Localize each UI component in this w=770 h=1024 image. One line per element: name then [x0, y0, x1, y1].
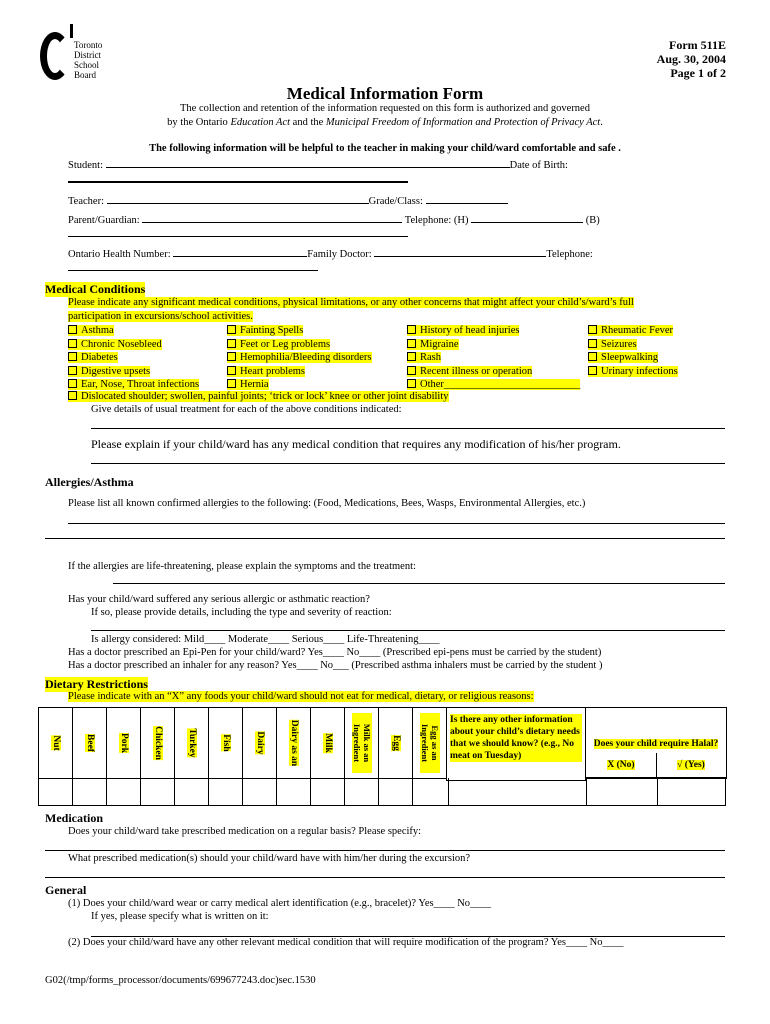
parent-field[interactable]	[68, 212, 600, 226]
footer-path: G02(/tmp/forms_processor/documents/699677243.doc)sec.1530	[45, 975, 316, 986]
intro-line-2	[0, 117, 770, 128]
telephone-line[interactable]	[68, 270, 318, 271]
health-field[interactable]	[68, 246, 593, 260]
medical-instructions-1: Please indicate any significant medical conditions, physical limitations, or any other concerns that might affect your child’s/ward’s full	[68, 297, 634, 308]
halal-question: Does your child require Halal?	[593, 738, 719, 749]
condition-label: Chronic Nosebleed	[81, 338, 162, 350]
condition-item[interactable]	[407, 338, 580, 352]
serious-reaction-prompt: Has your child/ward suffered any serious allergic or asthmatic reaction?	[68, 594, 370, 605]
checkbox-icon[interactable]	[68, 339, 77, 348]
food-header	[311, 708, 345, 779]
food-header	[379, 708, 413, 779]
condition-label: History of head injuries	[420, 325, 520, 336]
condition-item[interactable]	[407, 365, 580, 379]
health-label: Ontario Health Number:	[68, 249, 174, 260]
treatment-prompt: Give details of usual treatment for each of the above conditions indicated:	[91, 404, 402, 415]
checkbox-icon[interactable]	[68, 391, 77, 400]
checkbox-icon[interactable]	[588, 325, 597, 334]
conditions-col-3	[407, 324, 580, 392]
checkbox-icon[interactable]	[227, 325, 236, 334]
food-header	[345, 708, 379, 779]
food-label: Nut	[50, 735, 61, 751]
doctor-label: Family Doctor:	[307, 249, 375, 260]
parent-line-2[interactable]	[68, 236, 408, 237]
life-threatening-line[interactable]	[113, 583, 725, 584]
checkbox-icon[interactable]	[588, 366, 597, 375]
medication-line[interactable]	[45, 877, 725, 878]
checkbox-icon[interactable]	[407, 366, 416, 375]
food-label: Milk as an Ingredient	[352, 713, 372, 773]
food-label: Turkey	[186, 728, 197, 758]
food-label: Beef	[84, 734, 95, 752]
condition-item[interactable]	[407, 378, 580, 392]
medication-q1: Does your child/ward take prescribed medication on a regular basis? Please specify:	[68, 826, 422, 837]
general-q2[interactable]: (2) Does your child/ward have any other relevant medical condition that will require modification of the program? Yes____ No____	[68, 937, 624, 948]
checkbox-icon[interactable]	[227, 339, 236, 348]
checkbox-icon[interactable]	[227, 352, 236, 361]
checkbox-icon[interactable]	[227, 379, 236, 388]
checkbox-icon[interactable]	[68, 352, 77, 361]
teacher-label: Teacher:	[68, 196, 107, 207]
condition-item[interactable]	[227, 351, 372, 365]
conditions-col-4	[588, 324, 678, 378]
other-dietary-cell[interactable]	[447, 708, 586, 781]
checkbox-icon[interactable]	[588, 352, 597, 361]
halal-no-cell[interactable]	[585, 753, 657, 778]
condition-label: Urinary infections	[601, 365, 678, 377]
food-header	[39, 708, 73, 779]
food-header	[175, 708, 209, 779]
logo-stem-icon	[70, 24, 73, 38]
medication-line[interactable]	[45, 850, 725, 851]
conditions-col-1	[68, 324, 199, 392]
condition-label: Seizures	[601, 338, 637, 350]
halal-no-label: X (No)	[607, 760, 635, 770]
checkbox-icon[interactable]	[407, 339, 416, 348]
inhaler-question[interactable]: Has a doctor prescribed an inhaler for any reason? Yes____ No___ (Prescribed asthma inhalers must be carried by the student )	[68, 660, 603, 671]
condition-item[interactable]	[227, 338, 372, 352]
student-field[interactable]	[68, 157, 568, 171]
telephone-h-label: Telephone: (H)	[402, 215, 472, 226]
medical-heading: Medical Conditions	[45, 282, 146, 296]
food-label: Fish	[220, 734, 231, 752]
condition-item[interactable]	[588, 351, 678, 365]
treatment-line[interactable]	[91, 428, 725, 429]
condition-label: Rash	[420, 352, 441, 363]
life-threatening-prompt: If the allergies are life-threatening, please explain the symptoms and the treatment:	[68, 561, 416, 572]
food-label: Pork	[118, 732, 129, 754]
food-label: Dairy	[254, 731, 265, 755]
intro-text: by the Ontario	[167, 117, 231, 128]
modification-line[interactable]	[91, 463, 725, 464]
modification-prompt: Please explain if your child/ward has any medical condition that requires any modification of his/her program.	[91, 437, 621, 451]
logo-line: School	[74, 60, 100, 70]
condition-label: Fainting Spells	[240, 325, 304, 336]
condition-label: Digestive upsets	[81, 365, 151, 377]
condition-label: Dislocated shoulder; swollen, painful joints; ‘trick or lock’ knee or other joint disability	[81, 391, 449, 402]
allergy-severity[interactable]: Is allergy considered: Mild____ Moderate____ Serious____ Life-Threatening____	[91, 634, 440, 645]
medication-heading: Medication	[45, 811, 103, 825]
condition-item[interactable]	[68, 338, 199, 352]
logo-line: Board	[74, 70, 96, 80]
intro-text: and the	[290, 117, 326, 128]
condition-label: Hernia	[240, 379, 269, 390]
checkbox-icon[interactable]	[68, 366, 77, 375]
dob-line[interactable]	[68, 181, 408, 183]
condition-label: Rheumatic Fever	[601, 325, 674, 336]
food-label: Dairy as an	[288, 719, 299, 767]
form-info	[657, 38, 726, 80]
reaction-details-line[interactable]	[91, 630, 725, 631]
food-header	[413, 708, 447, 779]
allergies-line[interactable]	[68, 523, 725, 524]
logo-apple-icon	[40, 32, 70, 80]
halal-yes-cell[interactable]	[656, 753, 727, 778]
condition-item[interactable]	[588, 324, 678, 338]
page-title: Medical Information Form	[286, 84, 484, 103]
condition-label: Feet or Leg problems	[240, 338, 331, 350]
food-header	[209, 708, 243, 779]
condition-label: Recent illness or operation	[420, 365, 533, 377]
dietary-instructions: Please indicate with an “X” any foods your child/ward should not eat for medical, dietary, or religious reasons:	[68, 691, 534, 702]
condition-item[interactable]	[407, 351, 580, 365]
conditions-col-2	[227, 324, 372, 392]
condition-label: Sleepwalking	[601, 352, 659, 363]
form-number: Form 511E	[669, 38, 726, 52]
allergies-heading: Allergies/Asthma	[45, 475, 134, 489]
food-label: Egg	[390, 735, 401, 751]
student-label: Student:	[68, 160, 106, 171]
parent-label: Parent/Guardian:	[68, 215, 143, 226]
logo-line: Toronto	[74, 40, 103, 50]
food-label: Egg as an Ingredient	[420, 713, 440, 773]
food-header	[73, 708, 107, 779]
food-label: Chicken	[152, 726, 163, 760]
logo-text	[74, 40, 102, 80]
checkbox-icon[interactable]	[407, 325, 416, 334]
checkbox-icon[interactable]	[407, 352, 416, 361]
food-label: Milk	[322, 733, 333, 753]
checkbox-icon[interactable]	[68, 325, 77, 334]
condition-label: Heart problems	[240, 365, 306, 377]
telephone-label: Telephone:	[546, 249, 593, 260]
condition-label: Ear, Nose, Throat infections	[81, 379, 200, 390]
checkbox-icon[interactable]	[588, 339, 597, 348]
food-header	[277, 708, 311, 779]
general-heading: General	[45, 883, 87, 897]
condition-item[interactable]	[227, 324, 372, 338]
dob-label: Date of Birth:	[509, 160, 568, 171]
condition-item[interactable]	[68, 365, 199, 379]
condition-item[interactable]	[68, 324, 199, 338]
dietary-heading: Dietary Restrictions	[45, 677, 148, 691]
epipen-question[interactable]: Has a doctor prescribed an Epi-Pen for your child/ward? Yes____ No____ (Prescribed epi-pens must be carried by the student)	[68, 647, 602, 658]
food-header	[243, 708, 277, 779]
teacher-field[interactable]	[68, 193, 508, 207]
form-date: Aug. 30, 2004	[656, 52, 726, 66]
checkbox-icon[interactable]	[407, 379, 416, 388]
condition-item[interactable]	[407, 324, 580, 338]
condition-label: Hemophilia/Bleeding disorders	[240, 352, 372, 363]
condition-item[interactable]	[68, 378, 199, 392]
reaction-details-prompt: If so, please provide details, including the type and severity of reaction:	[91, 607, 392, 618]
grade-label: Grade/Class:	[368, 196, 426, 207]
halal-yes-label: √ (Yes)	[677, 760, 705, 770]
checkbox-icon[interactable]	[227, 366, 236, 375]
intro-act: Education Act	[230, 117, 291, 128]
condition-item[interactable]	[227, 365, 372, 379]
telephone-b-label: (B)	[583, 215, 600, 226]
medication-q2: What prescribed medication(s) should your child/ward have with him/her during the excursion?	[68, 853, 471, 864]
intro-act: Municipal Freedom of Information and Protection of Privacy Act	[325, 117, 601, 128]
condition-label: Diabetes	[81, 352, 118, 363]
condition-item[interactable]	[588, 338, 678, 352]
medical-instructions-2: participation in excursions/school activities.	[68, 311, 253, 322]
condition-item-dislocated[interactable]	[68, 391, 449, 402]
logo-line: District	[74, 50, 101, 60]
condition-label: Other__________________________	[420, 379, 581, 390]
condition-label: Migraine	[420, 338, 459, 350]
page-number: Page 1 of 2	[670, 66, 726, 80]
condition-item[interactable]	[588, 365, 678, 379]
general-q1[interactable]: (1) Does your child/ward wear or carry medical alert identification (e.g., bracelet)? Yes____ No____	[68, 898, 492, 909]
other-dietary-question: Is there any other information about your child’s dietary needs that we should know? (e.g., No meat on Tuesday)	[450, 714, 582, 762]
intro-text: .	[600, 117, 603, 128]
allergies-list-prompt: Please list all known confirmed allergies to the following: (Food, Medications, Bees, Wasps, Environmental Allergies, etc.)	[68, 498, 586, 509]
dietary-answer-row[interactable]	[38, 778, 726, 806]
condition-item[interactable]	[227, 378, 372, 392]
helpful-note: The following information will be helpful to the teacher in making your child/ward comfortable and safe .	[149, 143, 621, 154]
condition-item[interactable]	[68, 351, 199, 365]
general-q1b: If yes, please specify what is written on it:	[91, 911, 269, 922]
food-header	[141, 708, 175, 779]
intro-line-1: The collection and retention of the information requested on this form is authorized and governed	[180, 103, 590, 114]
allergies-line[interactable]	[45, 538, 725, 539]
food-header	[107, 708, 141, 779]
checkbox-icon[interactable]	[68, 379, 77, 388]
condition-label: Asthma	[81, 325, 114, 336]
